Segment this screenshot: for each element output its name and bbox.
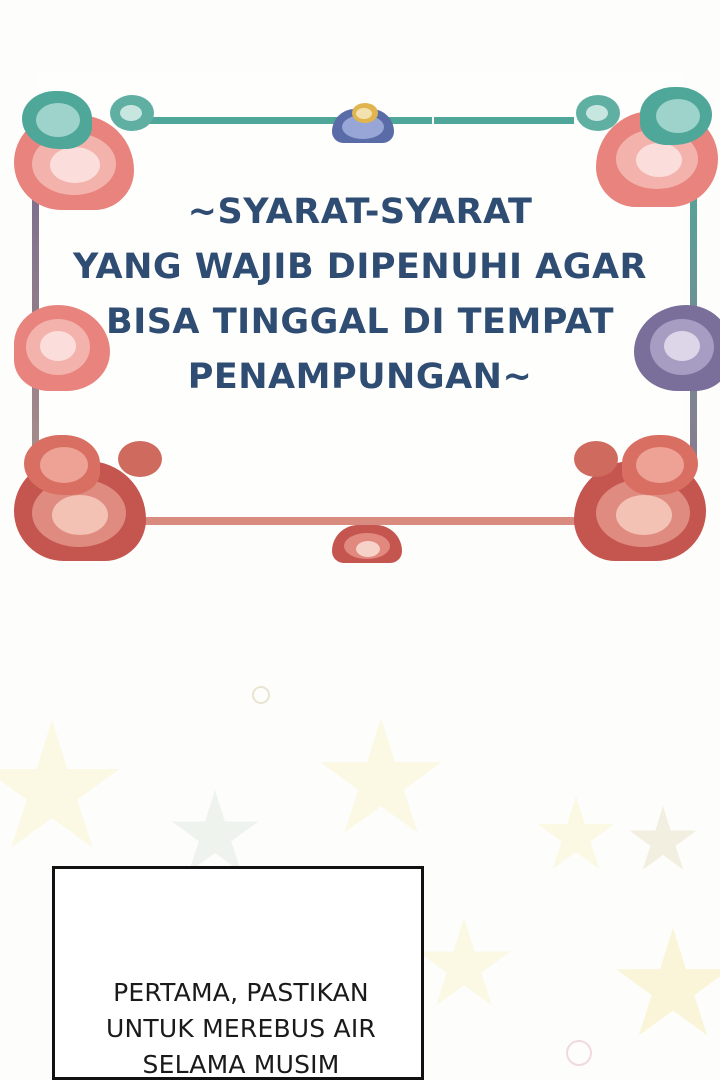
dialogue-text xyxy=(55,975,427,1083)
star-icon xyxy=(416,918,512,1014)
star-icon xyxy=(614,928,720,1046)
page-title xyxy=(70,185,650,405)
title-line-4: PENAMPUNGAN~ xyxy=(187,357,533,397)
star-icon xyxy=(0,720,122,860)
dialogue-line-3: SELAMA MUSIM xyxy=(142,1050,340,1079)
star-icon xyxy=(318,718,444,844)
circle-decor xyxy=(252,686,270,704)
title-line-1: ~SYARAT-SYARAT xyxy=(187,192,533,232)
star-icon xyxy=(628,806,698,876)
dialogue-line-2: UNTUK MEREBUS AIR xyxy=(106,1014,376,1043)
dialogue-line-1: PERTAMA, PASTIKAN xyxy=(113,978,369,1007)
circle-decor xyxy=(566,1040,592,1066)
star-icon xyxy=(536,796,616,876)
frame-bar-top-right xyxy=(434,117,574,124)
frame-bar-bottom xyxy=(124,517,584,525)
title-line-3: BISA TINGGAL DI TEMPAT xyxy=(106,302,614,342)
title-line-2: YANG WAJIB DIPENUHI AGAR xyxy=(72,247,648,287)
dialogue-box xyxy=(52,866,424,1080)
